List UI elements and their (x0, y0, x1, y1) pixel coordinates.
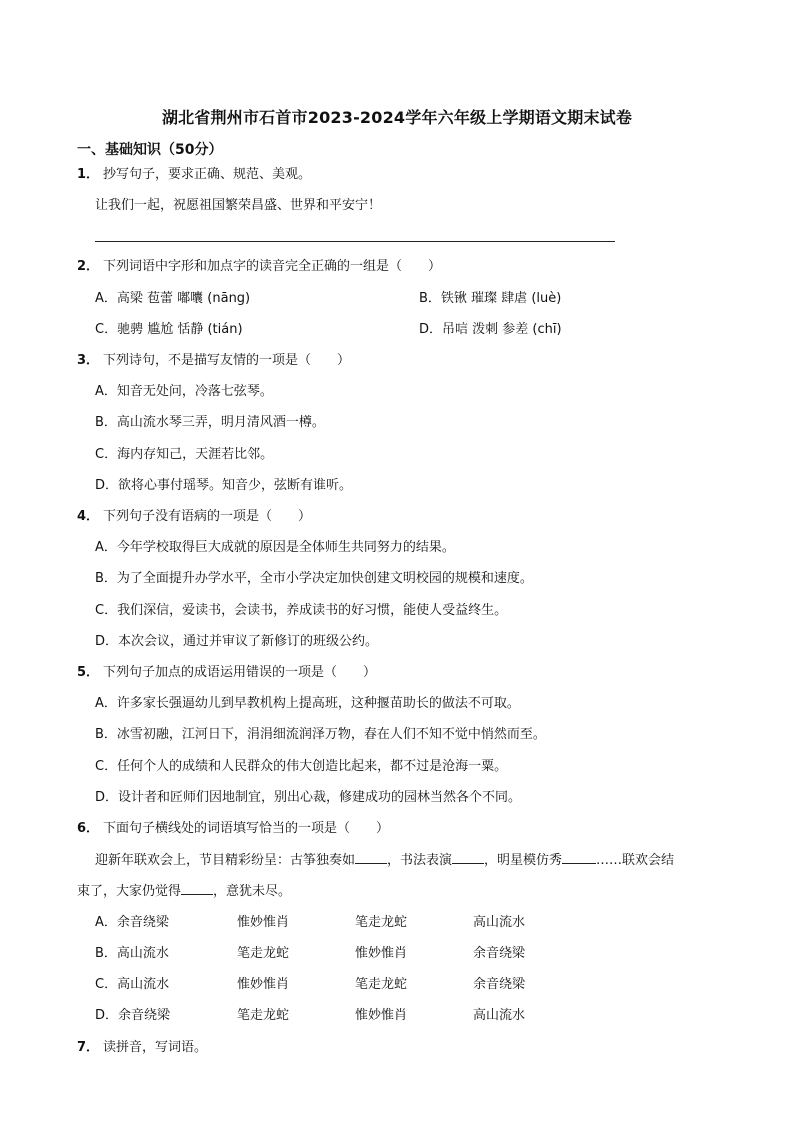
option-b-term-4: 余音绕梁 (473, 946, 526, 961)
question-number: 2． (77, 259, 100, 274)
passage-text: ，意犹未尽。 (213, 884, 292, 899)
option-d-term-4: 高山流水 (473, 1008, 526, 1023)
option-a-term-2: 惟妙惟肖 (237, 915, 290, 930)
option-d-term-2: 笔走龙蛇 (237, 1008, 290, 1023)
option-a-label: A．余音绕梁 (95, 915, 169, 930)
section-heading: 一、基础知识（50分） (77, 142, 223, 158)
copy-sentence: 让我们一起，祝愿祖国繁荣昌盛、世界和平安宁！ (95, 198, 382, 213)
passage-text: 束了，大家仍觉得 (77, 884, 182, 899)
question-number: 3． (77, 353, 100, 368)
blank-line (181, 882, 213, 895)
option-c: C．驰骋 尴尬 恬静 (tián) (95, 322, 243, 337)
option-d: D．设计者和匠师们因地制宜，别出心裁，修建成功的园林当然各个不同。 (95, 790, 522, 805)
option-a: A．许多家长强逼幼儿到早教机构上提高班，这种揠苗助长的做法不可取。 (95, 696, 520, 711)
answer-line (95, 241, 615, 242)
question-stem: 下列句子没有语病的一项是（ ） (103, 509, 312, 524)
question-stem: 下列句子加点的成语运用错误的一项是（ ） (103, 665, 377, 680)
option-a-term-4: 高山流水 (473, 915, 526, 930)
option-d-term-3: 惟妙惟肖 (355, 1008, 408, 1023)
blank-line (562, 851, 596, 864)
option-c-term-3: 笔走龙蛇 (355, 977, 408, 992)
option-b: B．冰雪初融，江河日下，涓涓细流润泽万物，春在人们不知不觉中悄然而至。 (95, 727, 546, 742)
passage-text: ，明星模仿秀 (484, 853, 563, 868)
option-b-label: B．高山流水 (95, 946, 169, 961)
fill-blank-paragraph-line2 (77, 882, 291, 901)
page-title: 湖北省荆州市石首市2023-2024学年六年级上学期语文期末试卷 (161, 108, 633, 127)
option-b: B．高山流水琴三弄，明月清风酒一樽。 (95, 415, 325, 430)
passage-text: ，书法表演 (387, 853, 453, 868)
option-a-term-3: 笔走龙蛇 (355, 915, 408, 930)
option-c-term-2: 惟妙惟肖 (237, 977, 290, 992)
question-stem: 下列词语中字形和加点字的读音完全正确的一组是（ ） (103, 259, 442, 274)
question-6 (77, 820, 389, 838)
option-b: B．铁锹 璀璨 肆虐 (luè) (419, 291, 562, 306)
question-number: 7． (77, 1040, 100, 1055)
option-c: C．任何个人的成绩和人民群众的伟大创造比起来，都不过是沧海一粟。 (95, 759, 508, 774)
option-d: D．欲将心事付瑶琴。知音少，弦断有谁听。 (95, 478, 353, 493)
question-number: 6． (77, 821, 100, 836)
passage-text: 迎新年联欢会上，节目精彩纷呈：古筝独奏如 (95, 853, 356, 868)
question-3 (77, 352, 350, 370)
option-a: A．今年学校取得巨大成就的原因是全体师生共同努力的结果。 (95, 540, 455, 555)
question-2 (77, 258, 441, 276)
question-number: 4． (77, 509, 100, 524)
question-stem: 抄写句子，要求正确、规范、美观。 (103, 167, 312, 182)
option-a: A．知音无处问，冷落七弦琴。 (95, 384, 273, 399)
question-4 (77, 508, 311, 526)
option-c-label: C．高山流水 (95, 977, 170, 992)
question-stem: 读拼音，写词语。 (103, 1040, 208, 1055)
option-d: D．吊唁 泼刺 参差 (chī) (419, 322, 562, 337)
question-7 (77, 1039, 207, 1057)
option-b-term-3: 惟妙惟肖 (355, 946, 408, 961)
option-d-label: D．余音绕梁 (95, 1008, 171, 1023)
blank-line (452, 851, 484, 864)
fill-blank-paragraph-line1 (95, 851, 674, 870)
option-b-term-2: 笔走龙蛇 (237, 946, 290, 961)
option-c-term-4: 余音绕梁 (473, 977, 526, 992)
option-c: C．海内存知己，天涯若比邻。 (95, 447, 274, 462)
option-d: D．本次会议，通过并审议了新修订的班级公约。 (95, 634, 379, 649)
question-stem: 下面句子横线处的词语填写恰当的一项是（ ） (103, 821, 390, 836)
question-number: 1． (77, 167, 100, 182)
question-1 (77, 166, 311, 184)
option-b: B．为了全面提升办学水平，全市小学决定加快创建文明校园的规模和速度。 (95, 571, 533, 586)
question-5 (77, 664, 376, 682)
option-c: C．我们深信，爱读书，会读书，养成读书的好习惯，能使人受益终生。 (95, 603, 508, 618)
blank-line (355, 851, 387, 864)
option-a: A．高梁 苞蕾 嘟囔 (nāng) (95, 291, 251, 306)
question-number: 5． (77, 665, 100, 680)
question-stem: 下列诗句，不是描写友情的一项是（ ） (103, 353, 351, 368)
passage-text: ……联欢会结 (596, 853, 675, 868)
